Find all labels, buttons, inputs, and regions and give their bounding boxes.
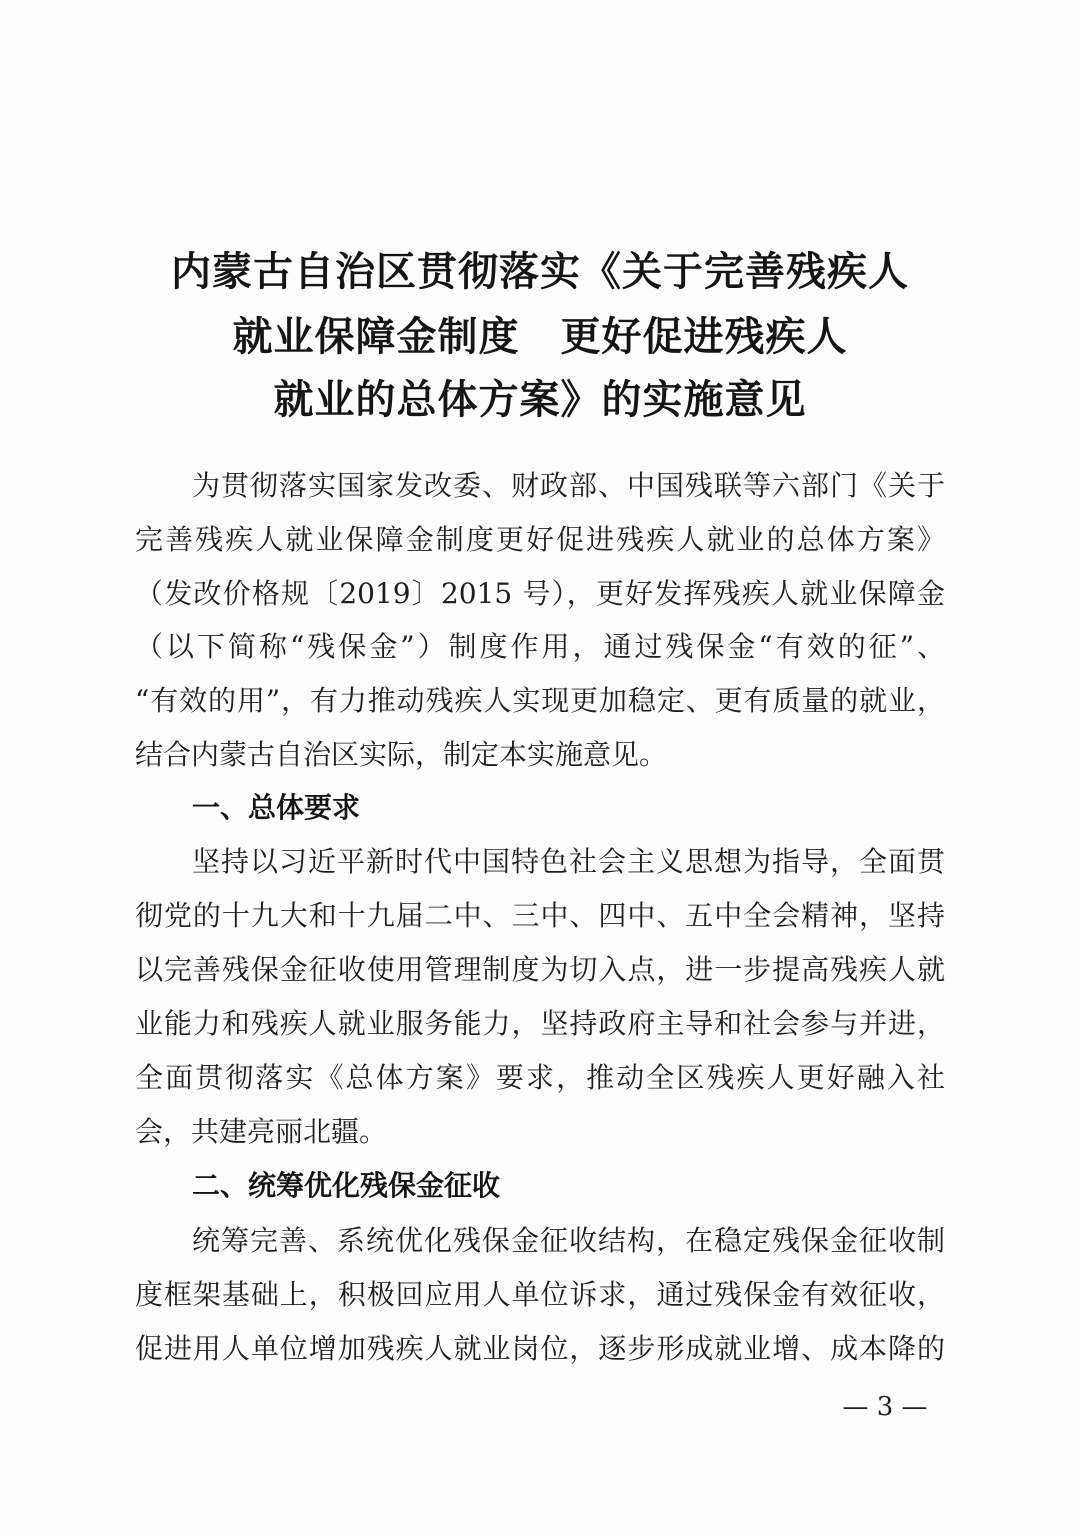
section1-line: 会，共建亮丽北疆。 — [135, 1115, 388, 1148]
section1-line: 以完善残保金征收使用管理制度为切入点，进一步提高残疾人就 — [135, 953, 945, 986]
intro-line: （以下简称“残保金”）制度作用，通过残保金“有效的征”、 — [135, 630, 945, 663]
section1-line: 业能力和残疾人就业服务能力，坚持政府主导和社会参与并进， — [135, 1007, 945, 1040]
document-title-line-1: 内蒙古自治区贯彻落实《关于完善残疾人 — [171, 248, 909, 295]
section2-line: 促进用人单位增加残疾人就业岗位，逐步形成就业增、成本降的 — [135, 1332, 945, 1365]
intro-line: 结合内蒙古自治区实际，制定本实施意见。 — [135, 738, 668, 771]
section1-line: 全面贯彻落实《总体方案》要求，推动全区残疾人更好融入社 — [135, 1061, 945, 1094]
section1-line: 坚持以习近平新时代中国特色社会主义思想为指导，全面贯 — [192, 845, 945, 878]
intro-line: （发改价格规〔2019〕2015 号），更好发挥残疾人就业保障金 — [135, 577, 945, 610]
document-title-line-2: 就业保障金制度 更好促进残疾人 — [232, 313, 848, 360]
section2-line: 统筹完善、系统优化残保金征收结构，在稳定残保金征收制 — [192, 1224, 945, 1257]
section1-line: 彻党的十九大和十九届二中、三中、四中、五中全会精神，坚持 — [135, 899, 945, 932]
document-title-line-3: 就业的总体方案》的实施意见 — [273, 376, 807, 423]
section-heading-overall-requirements: 一、总体要求 — [192, 791, 361, 824]
intro-line: “有效的用”，有力推动残疾人实现更加稳定、更有质量的就业， — [135, 684, 945, 717]
intro-line: 完善残疾人就业保障金制度更好促进残疾人就业的总体方案》 — [135, 523, 945, 556]
intro-line: 为贯彻落实国家发改委、财政部、中国残联等六部门《关于 — [192, 469, 945, 502]
section-heading-optimize-collection: 二、统筹优化残保金征收 — [192, 1169, 501, 1202]
page-number: — 3 — — [842, 1392, 928, 1422]
section2-line: 度框架基础上，积极回应用人单位诉求，通过残保金有效征收， — [135, 1278, 945, 1311]
